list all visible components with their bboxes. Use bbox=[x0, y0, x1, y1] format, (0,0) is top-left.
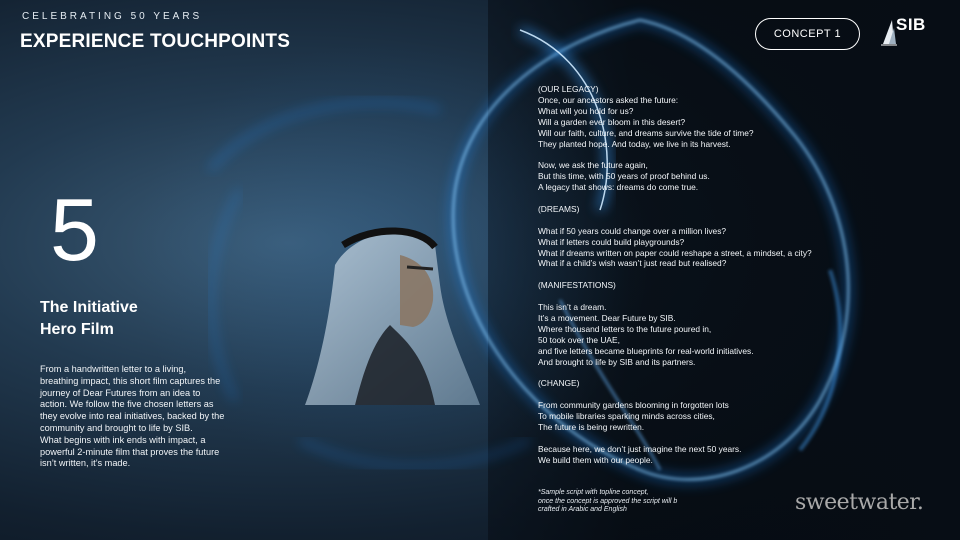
script-line: (MANIFESTATIONS) bbox=[538, 280, 616, 291]
script-line: Once, our ancestors asked the future: bbox=[538, 94, 679, 105]
script-line: The future is being rewritten. bbox=[538, 421, 645, 432]
script-line: and five letters became blueprints for real-world initiatives. bbox=[538, 345, 754, 356]
script-line: Will a garden ever bloom in this desert? bbox=[538, 116, 686, 127]
script-line bbox=[538, 193, 938, 204]
script-line: What if letters could build playgrounds? bbox=[538, 236, 685, 247]
film-script bbox=[538, 84, 938, 466]
script-line bbox=[538, 291, 938, 302]
description-line: they evolve into real initiatives, backed by the bbox=[40, 411, 225, 422]
script-line: What will you hold for us? bbox=[538, 105, 634, 116]
script-line: This isn’t a dream. bbox=[538, 302, 607, 313]
script-line: (CHANGE) bbox=[538, 378, 580, 389]
initiative-description bbox=[40, 364, 280, 470]
kicker-text: CELEBRATING 50 YEARS bbox=[22, 11, 203, 22]
script-line: What if dreams written on paper could reshape a street, a mindset, a city? bbox=[538, 247, 812, 258]
script-line: They planted hope. And today, we live in its harvest. bbox=[538, 138, 731, 149]
page-title: EXPERIENCE TOUCHPOINTS bbox=[20, 31, 291, 52]
script-line bbox=[538, 269, 938, 280]
script-line bbox=[538, 215, 938, 226]
description-line: breathing impact, this short film captures the bbox=[40, 375, 221, 386]
initiative-title-line1: The Initiative bbox=[40, 299, 138, 316]
initiative-number: 5 bbox=[50, 180, 99, 279]
script-line: What if 50 years could change over a million lives? bbox=[538, 225, 727, 236]
script-line bbox=[538, 433, 938, 444]
script-line: Where thousand letters to the future poured in, bbox=[538, 323, 712, 334]
script-line: To mobile libraries sparking minds across cities, bbox=[538, 411, 715, 422]
script-line bbox=[538, 389, 938, 400]
description-line: isn’t written, it’s made. bbox=[40, 458, 131, 469]
script-line: (OUR LEGACY) bbox=[538, 84, 599, 94]
script-line: Will our faith, culture, and dreams survive the tide of time? bbox=[538, 127, 754, 138]
script-line: A legacy that shows: dreams do come true. bbox=[538, 182, 699, 193]
script-line bbox=[538, 367, 938, 378]
script-line: From community gardens blooming in forgotten lots bbox=[538, 400, 729, 411]
concept-button[interactable]: CONCEPT 1 bbox=[755, 18, 860, 50]
script-line: But this time, with 50 years of proof behind us. bbox=[538, 171, 710, 182]
description-line: community and brought to life by SIB. bbox=[40, 422, 193, 433]
initiative-title bbox=[40, 297, 138, 341]
script-line: Now, we ask the future again, bbox=[538, 160, 648, 171]
logo-text: SIB bbox=[896, 15, 926, 34]
note-line: crafted in Arabic and English bbox=[538, 506, 627, 513]
initiative-title-line2: Hero Film bbox=[40, 321, 114, 338]
script-line bbox=[538, 149, 938, 160]
script-line: And brought to life by SIB and its partners. bbox=[538, 356, 696, 367]
man-portrait-illustration bbox=[295, 205, 485, 405]
description-line: What begins with ink ends with impact, a bbox=[40, 434, 206, 445]
script-note bbox=[538, 489, 677, 515]
note-line: once the concept is approved the script will b bbox=[538, 497, 678, 505]
sweetwater-logo: sweetwater. bbox=[795, 490, 924, 515]
script-line: What if a child’s wish wasn’t just read but realised? bbox=[538, 258, 727, 269]
script-line: We build them with our people. bbox=[538, 454, 653, 465]
script-line: 50 took over the UAE, bbox=[538, 334, 620, 345]
script-line: It’s a movement. Dear Future by SIB. bbox=[538, 312, 676, 323]
script-line: Because here, we don’t just imagine the next 50 years. bbox=[538, 443, 742, 454]
note-line: *Sample script with topline concept, bbox=[538, 489, 649, 496]
script-line: (DREAMS) bbox=[538, 203, 580, 214]
description-line: powerful 2-minute film that proves the future bbox=[40, 446, 220, 457]
description-line: journey of Dear Futures from an idea to bbox=[40, 387, 201, 398]
description-line: action. We follow the five chosen letters as bbox=[40, 399, 214, 410]
description-line: From a handwritten letter to a living, bbox=[40, 364, 187, 374]
